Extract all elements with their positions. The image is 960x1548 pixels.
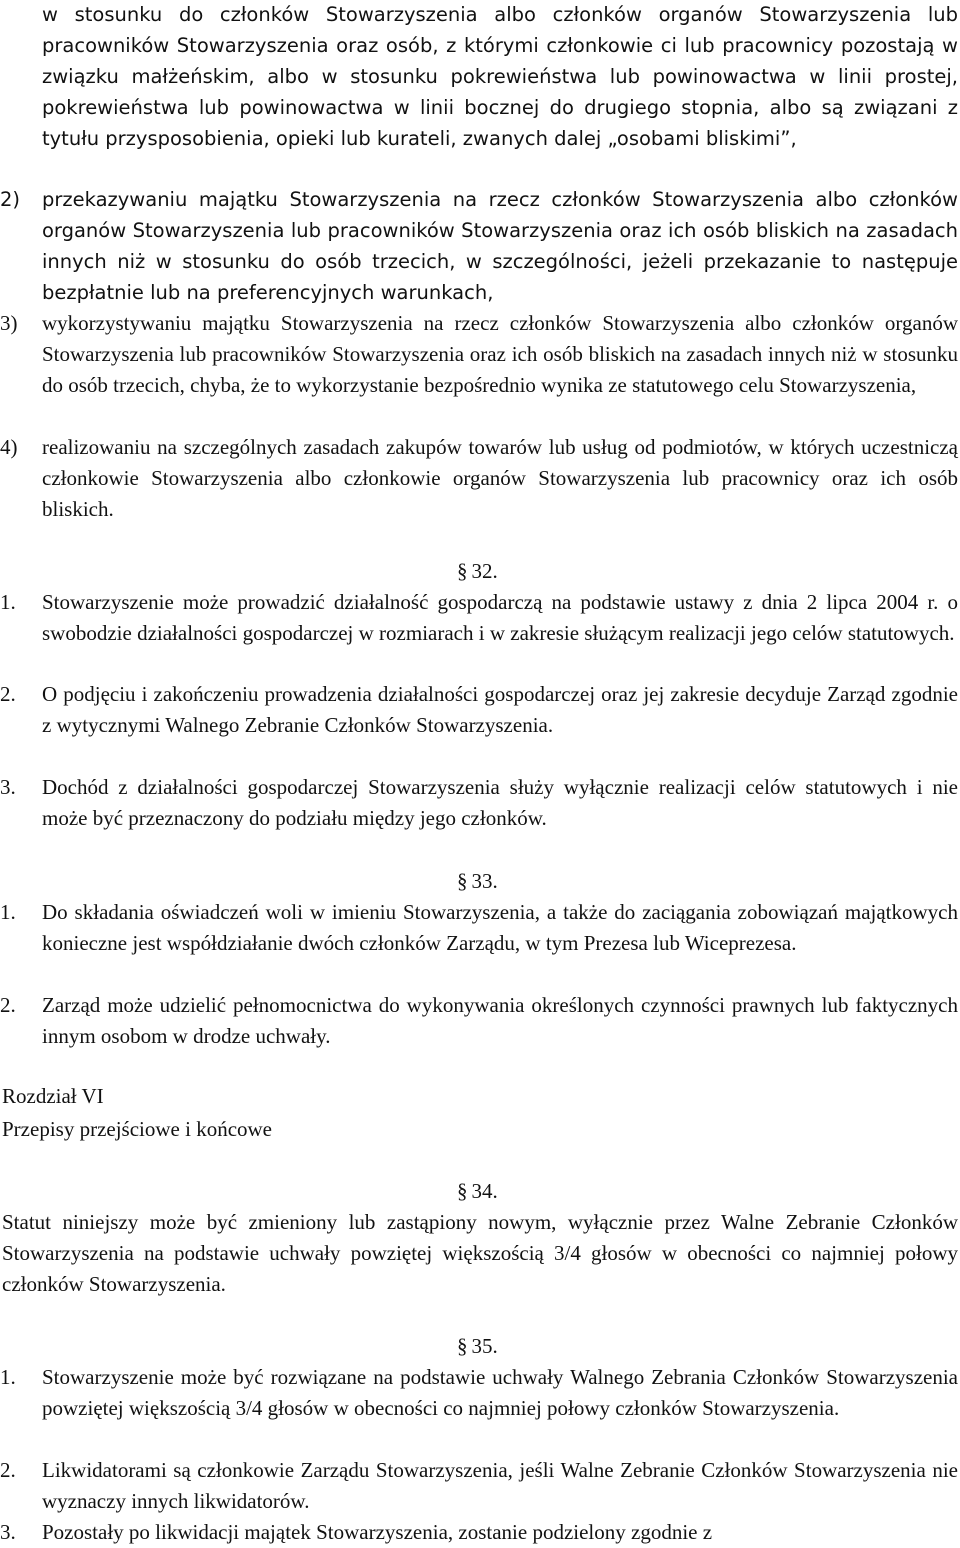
point-number: 3.: [0, 775, 16, 799]
point-text: Do składania oświadczeń woli w imieniu Stowarzyszenia, a także do zaciągania zobowiązań majątkowych konieczne jest współdziałanie dwóch członków Zarządu, w tym Prezesa lub Wiceprezesa.: [42, 900, 958, 955]
section-number: 32.: [471, 559, 498, 583]
point-text: Likwidatorami są członkowie Zarządu Stowarzyszenia, jeśli Walne Zebranie Członków Stowarzyszenia nie wyznaczy innych likwidatorów.: [42, 1458, 958, 1513]
section-32-point: [0, 679, 958, 741]
point-text: Zarząd może udzielić pełnomocnictwa do wykonywania określonych czynności prawnych lub faktycznych innym osobom w drodze uchwały.: [42, 993, 958, 1048]
list-item: [0, 432, 958, 525]
section-35-point: [0, 1455, 958, 1517]
list-item-text: realizowaniu na szczególnych zasadach zakupów towarów lub usług od podmiotów, w których uczestniczą członkowie Stowarzyszenia albo członkowie organów Stowarzyszenia lub pracownicy oraz ich osób bliskich.: [42, 435, 958, 521]
section-35-point: [0, 1517, 958, 1548]
section-33-point: [0, 897, 958, 959]
section-heading-33: [457, 866, 498, 897]
point-number: 1.: [0, 900, 16, 924]
point-text: Stowarzyszenie może prowadzić działalność gospodarczą na podstawie ustawy z dnia 2 lipca 2004 r. o swobodzie działalności gospodarczej w rozmiarach i w zakresie służącym realizacji jego celów statutowych.: [42, 590, 958, 645]
list-item: [0, 308, 958, 401]
section-34-text: Statut niniejszy może być zmieniony lub zastąpiony nowym, wyłącznie przez Walne Zebranie Członków Stowarzyszenia na podstawie uchwały powziętej większością 3/4 głosów w obecności co najmniej połowy członków Stowarzyszenia.: [2, 1210, 958, 1296]
section-33-point: [0, 990, 958, 1052]
section-sign: §: [457, 559, 468, 583]
point-text: Stowarzyszenie może być rozwiązane na podstawie uchwały Walnego Zebrania Członków Stowarzyszenia powziętej większością 3/4 głosów w obecności co najmniej połowy członków Stowarzyszenia.: [42, 1365, 958, 1420]
section-sign: §: [457, 1334, 468, 1358]
list-item-number: 4): [0, 435, 18, 459]
section-number: 33.: [471, 869, 498, 893]
list-item-text: przekazywaniu majątku Stowarzyszenia na rzecz członków Stowarzyszenia albo członków organów Stowarzyszenia lub pracowników Stowarzyszenia oraz ich osób bliskich na zasadach innych niż w stosunku do osób trzecich, w szczególności, jeżeli przekazanie to następuje bezpłatnie lub na preferencyjnych warunkach,: [42, 188, 958, 304]
list-item-number: 3): [0, 311, 18, 335]
list-item-text: wykorzystywaniu majątku Stowarzyszenia na rzecz członków Stowarzyszenia albo członków organów Stowarzyszenia lub pracowników Stowarzyszenia oraz ich osób bliskich na zasadach innych niż w stosunku do osób trzecich, chyba, że to wykorzystanie bezpośrednio wynika ze statutowego celu Stowarzyszenia,: [42, 311, 958, 397]
chapter-title: Przepisy przejściowe i końcowe: [2, 1117, 272, 1141]
section-sign: §: [457, 1179, 468, 1203]
list-item-number: 2): [0, 188, 21, 211]
section-heading-35: [457, 1331, 498, 1362]
section-32-point: [0, 587, 958, 649]
section-sign: §: [457, 869, 468, 893]
point-number: 1.: [0, 1365, 16, 1389]
list-item: [0, 184, 958, 308]
point-text: Pozostały po likwidacji majątek Stowarzyszenia, zostanie podzielony zgodnie z: [42, 1520, 713, 1544]
list-item-1-continuation: [42, 0, 958, 154]
section-number: 35.: [471, 1334, 498, 1358]
point-text: O podjęciu i zakończeniu prowadzenia działalności gospodarczej oraz jej zakresie decyduje Zarząd zgodnie z wytycznymi Walnego Zebranie Członków Stowarzyszenia.: [42, 682, 958, 737]
section-heading-34: [457, 1176, 498, 1207]
point-text: Dochód z działalności gospodarczej Stowarzyszenia służy wyłącznie realizacji celów statutowych i nie może być przeznaczony do podziału między jego członków.: [42, 775, 958, 830]
section-heading-32: [457, 556, 498, 587]
chapter-number: Rozdział VI: [2, 1084, 104, 1108]
section-35-point: [0, 1362, 958, 1424]
list-item-1-text: w stosunku do członków Stowarzyszenia albo członków organów Stowarzyszenia lub pracowników Stowarzyszenia oraz osób, z którymi członkowie ci lub pracownicy pozostają w związku małżeńskim, albo w stosunku pokrewieństwa lub powinowactwa w linii prostej, pokrewieństwa lub powinowactwa w linii bocznej do drugiego stopnia, albo są związani z tytułu przysposobienia, opieki lub kurateli, zwanych dalej „osobami bliskimi”,: [42, 3, 958, 150]
point-number: 2.: [0, 1458, 16, 1482]
point-number: 3.: [0, 1520, 16, 1544]
point-number: 2.: [0, 682, 16, 706]
point-number: 1.: [0, 590, 16, 614]
section-32-point: [0, 772, 958, 834]
section-number: 34.: [471, 1179, 498, 1203]
point-number: 2.: [0, 993, 16, 1017]
